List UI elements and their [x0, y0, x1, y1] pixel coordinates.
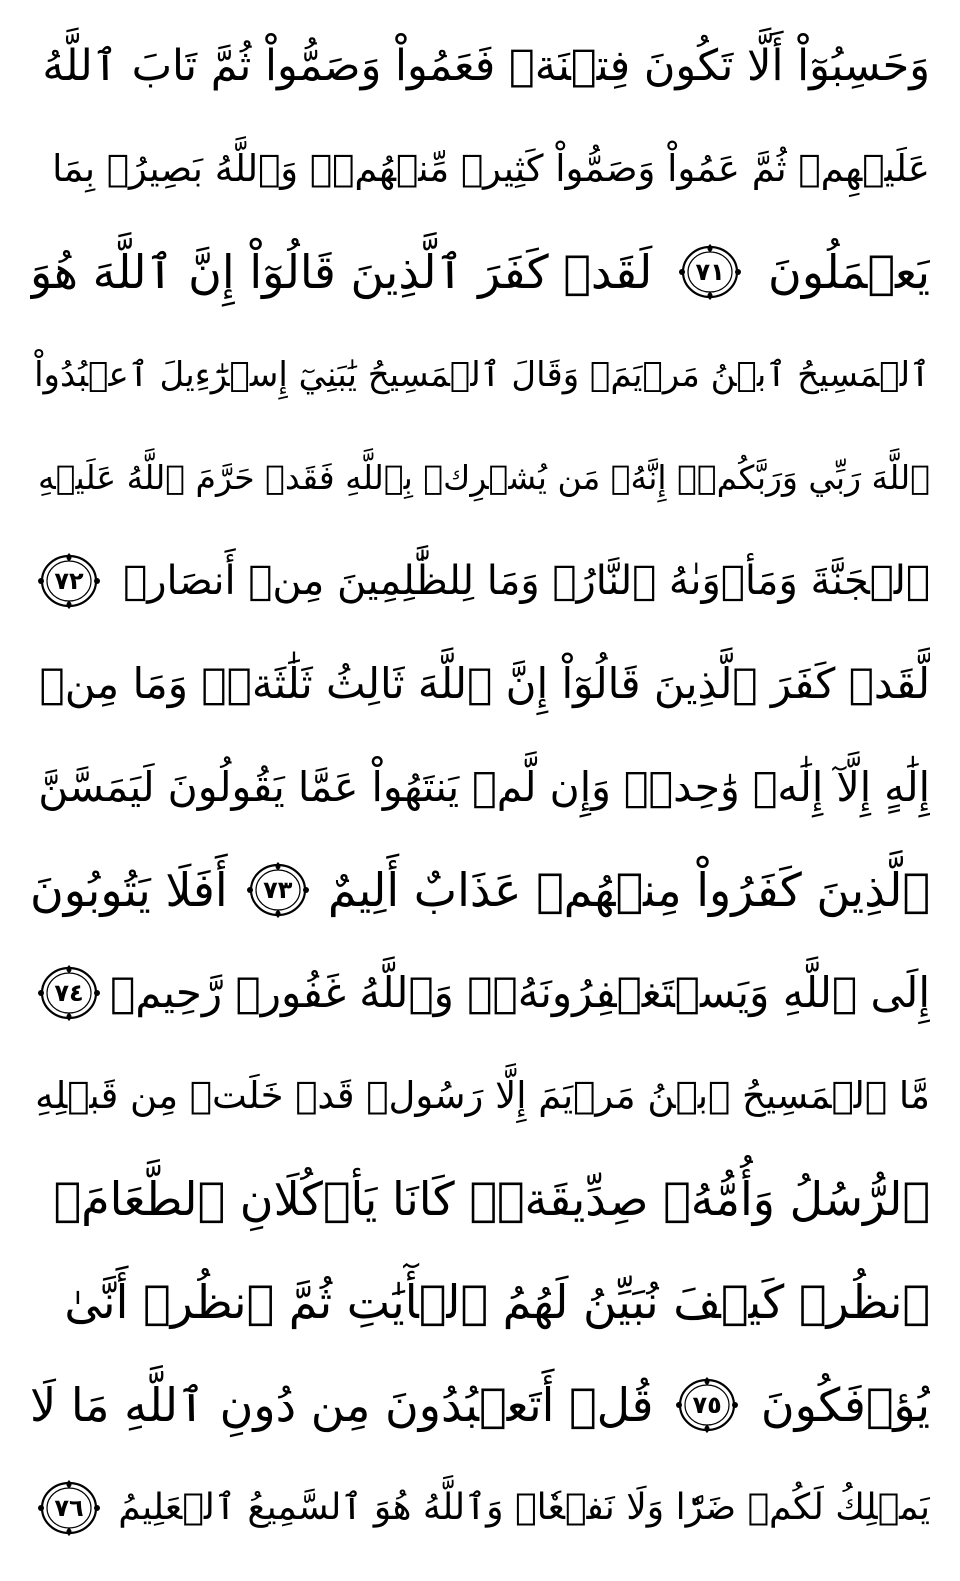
- ayah-end-ornament-icon: [677, 242, 743, 302]
- verse-text: إِلَى ٱللَّهِ وَيَسۡتَغۡفِرُونَهُۥۚ وَٱللَّهُ غَفُورٞ رَّحِيمٞ: [110, 968, 930, 1017]
- verse-text: يَعۡمَلُونَ: [768, 244, 930, 299]
- ayah-end-ornament-icon: [245, 860, 311, 920]
- verse-text: مَّا ٱلۡمَسِيحُ ٱبۡنُ مَرۡيَمَ إِلَّا رَسُولٞ قَدۡ خَلَتۡ مِن قَبۡلِهِ: [35, 1074, 930, 1117]
- ayah-end-ornament-icon: [36, 551, 102, 611]
- verse-text: ٱللَّهَ رَبِّي وَرَبَّكُمۡۖ إِنَّهُۥ مَن يُشۡرِكۡ بِٱللَّهِ فَقَدۡ حَرَّمَ ٱللَّهُ عَلَيۡهِ: [38, 458, 930, 497]
- verse-text: إِلَٰهٍ إِلَّآ إِلَٰهٞ وَٰحِدٞۚ وَإِن لَّمۡ يَنتَهُواْ عَمَّا يَقُولُونَ لَيَمَسَّنَّ: [38, 762, 930, 811]
- verse-text: قُلۡ أَتَعۡبُدُونَ مِن دُونِ ٱللَّهِ مَا لَا: [30, 1377, 654, 1432]
- verse-text: ٱنظُرۡ كَيۡفَ نُبَيِّنُ لَهُمُ ٱلۡأٓيَٰتِ ثُمَّ ٱنظُرۡ أَنَّىٰ: [64, 1274, 930, 1329]
- ayah-number: ٧٢: [54, 566, 84, 595]
- ayah-number: ٧٥: [692, 1390, 722, 1419]
- ayah-number: ٧١: [695, 257, 725, 286]
- verse-text: لَّقَدۡ كَفَرَ ٱلَّذِينَ قَالُوٓاْ إِنَّ ٱللَّهَ ثَالِثُ ثَلَٰثَةٖۘ وَمَا مِنۡ: [39, 659, 930, 708]
- verse-text: ٱلۡمَسِيحُ ٱبۡنُ مَرۡيَمَۖ وَقَالَ ٱلۡمَسِيحُ يَٰبَنِيٓ إِسۡرَٰٓءِيلَ ٱعۡبُدُواْ: [34, 355, 930, 395]
- text-line-7: [30, 632, 930, 735]
- text-line-1: [30, 14, 930, 117]
- verse-text: ٱلۡجَنَّةَ وَمَأۡوَىٰهُ ٱلنَّارُۖ وَمَا لِلظَّٰلِمِينَ مِنۡ أَنصَارٖ: [123, 557, 930, 604]
- text-line-8: [30, 735, 930, 838]
- text-line-14: [30, 1353, 930, 1456]
- ayah-number: ٧٤: [54, 978, 84, 1007]
- ayah-number: ٧٣: [263, 875, 293, 904]
- text-line-6: [30, 529, 930, 632]
- verse-text: عَلَيۡهِمۡ ثُمَّ عَمُواْ وَصَمُّواْ كَثِيرٞ مِّنۡهُمۡۚ وَٱللَّهُ بَصِيرُۢ بِمَا: [52, 147, 930, 190]
- text-line-13: [30, 1250, 930, 1353]
- text-line-4: [30, 323, 930, 426]
- text-line-3: [30, 220, 930, 323]
- ayah-end-ornament-icon: [674, 1375, 740, 1435]
- verse-text: يَمۡلِكُ لَكُمۡ ضَرّٗا وَلَا نَفۡعٗاۚ وَٱللَّهُ هُوَ ٱلسَّمِيعُ ٱلۡعَلِيمُ: [118, 1487, 930, 1528]
- verse-text: يُؤۡفَكُونَ: [760, 1377, 930, 1432]
- text-line-12: [30, 1147, 930, 1250]
- text-line-15: [30, 1456, 930, 1559]
- text-line-10: [30, 941, 930, 1044]
- ayah-end-ornament-icon: [36, 1478, 102, 1538]
- verse-text: لَقَدۡ كَفَرَ ٱلَّذِينَ قَالُوٓاْ إِنَّ ٱللَّهَ هُوَ: [30, 244, 653, 299]
- verse-text: وَحَسِبُوٓاْ أَلَّا تَكُونَ فِتۡنَةٞ فَعَمُواْ وَصَمُّواْ ثُمَّ تَابَ ٱللَّهُ: [42, 40, 930, 91]
- ayah-number: ٧٦: [54, 1493, 84, 1522]
- verse-text: ٱلَّذِينَ كَفَرُواْ مِنۡهُمۡ عَذَابٌ أَلِيمٌ: [327, 862, 930, 917]
- verse-text: أَفَلَا يَتُوبُونَ: [30, 862, 228, 917]
- text-line-11: [30, 1044, 930, 1147]
- text-line-2: [30, 117, 930, 220]
- verse-text: ٱلرُّسُلُ وَأُمُّهُۥ صِدِّيقَةٞۖ كَانَا يَأۡكُلَانِ ٱلطَّعَامَۗ: [53, 1171, 930, 1226]
- text-line-5: [30, 426, 930, 529]
- text-line-9: [30, 838, 930, 941]
- ayah-end-ornament-icon: [36, 963, 102, 1023]
